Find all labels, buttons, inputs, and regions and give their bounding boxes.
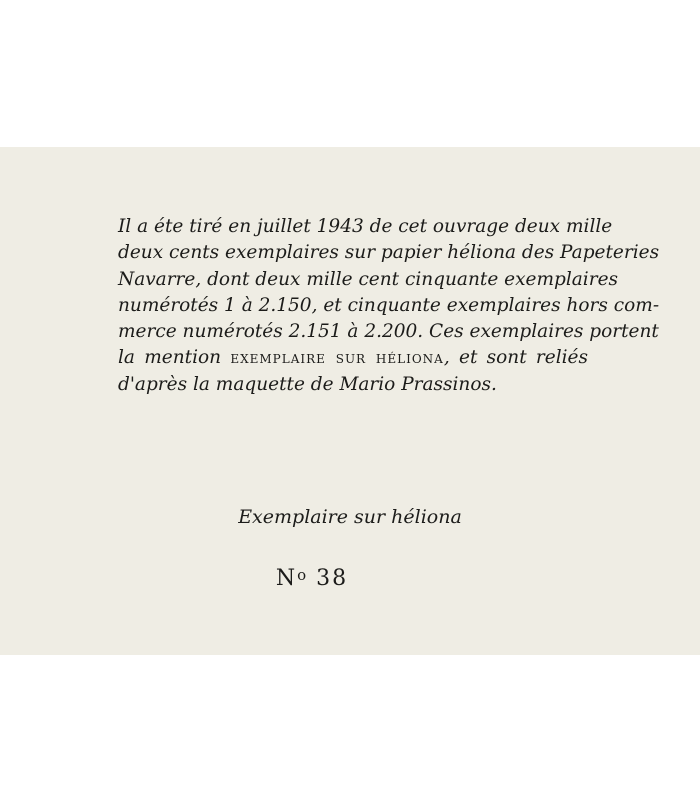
colophon-line: Il a éte tiré en juillet 1943 de cet ouvrage deux mille [118,216,613,237]
mention-prefix: la mention [118,347,222,369]
colophon-line: deux cents exemplaires sur papier héliona des Papeteries [118,242,660,264]
copy-number [0,566,624,591]
colophon-line: numérotés 1 à 2.150, et cinquante exemplaires hors com- [118,294,660,316]
copy-label: Exemplaire sur héliona [238,506,462,528]
colophon-line-mention [118,345,588,371]
colophon-line: Navarre, dont deux mille cent cinquante exemplaires [118,268,619,290]
colophon-line: d'après la maquette de Mario Prassinos. [118,373,497,395]
number-prefix: N [275,566,298,591]
colophon-line: merce numérotés 2.151 à 2.200. Ces exemplaires portent [118,321,659,343]
book-page [0,147,700,655]
colophon-text [118,214,660,398]
number-value: 38 [316,566,349,591]
mention-smallcaps: exemplaire sur héliona [230,348,444,369]
number-prefix-sup: o [297,566,308,584]
mention-suffix: , et sont reliés [443,347,588,369]
